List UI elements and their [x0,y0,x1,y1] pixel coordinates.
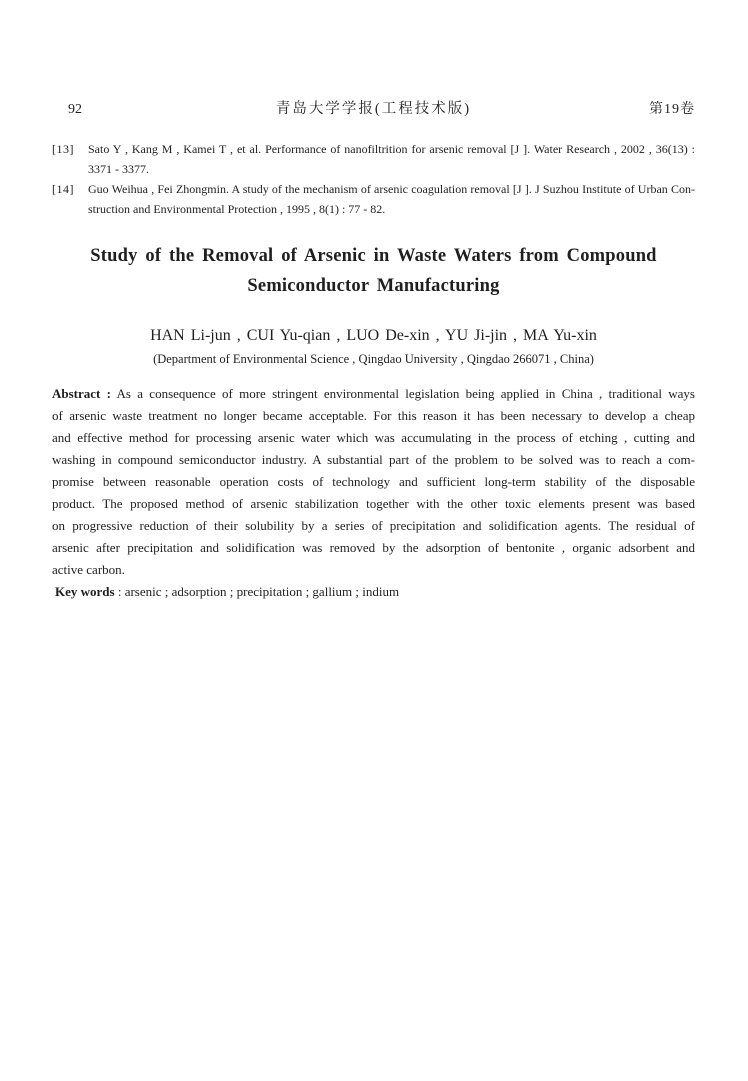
authors-line: HAN Li-jun , CUI Yu-qian , LUO De-xin , YU Ji-jin , MA Yu-xin [150,327,597,344]
reference-line: struction and Environmental Protection , 1995 , 8(1) : 77 - 82. [88,202,386,216]
reference-label: [14] [52,182,74,196]
page-header [52,97,695,118]
reference-item-13 [52,139,695,179]
abstract-line: promise between reasonable operation costs of technology and sufficient long-term stability of the disposable [52,474,695,489]
reference-line: Sato Y , Kang M , Kamei T , et al. Performance of nanofiltrition for arsenic removal [J ]. Water Research , 2002 , 36(13) : [88,142,695,156]
title-line: Study of the Removal of Arsenic in Waste Waters from Compound [90,246,657,266]
abstract-line: on progressive reduction of their solubility by a series of precipitation and solidification agents. The residual of [52,518,695,533]
reference-line: Guo Weihua , Fei Zhongmin. A study of the mechanism of arsenic coagulation removal [J ]. J Suzhou Institute of Urban Con- [88,182,695,196]
abstract-line: and effective method for processing arsenic water which was accumulating in the process of etching , cutting and [52,430,695,445]
page-number: 92 [68,102,82,117]
article-title [52,241,695,301]
keywords-line [52,581,695,603]
abstract-line: arsenic after precipitation and solidification was removed by the adsorption of bentonite , organic adsorbent and [52,540,695,555]
volume-number: 第19卷 [649,102,695,117]
references-list [52,139,695,219]
keywords-label: Key words [55,584,115,599]
abstract [52,383,695,581]
reference-line: 3371 - 3377. [88,162,149,176]
keywords-text: : arsenic ; adsorption ; precipitation ; gallium ; indium [114,584,400,599]
reference-label: [13] [52,142,74,156]
journal-title: 青岛大学学报(工程技术版) [275,101,472,117]
abstract-line: active carbon. [52,562,125,577]
abstract-line: of arsenic waste treatment no longer became acceptable. For this reason it has been necessary to develop a cheap [52,408,695,423]
abstract-line: product. The proposed method of arsenic stabilization together with the other toxic elements present was based [52,496,695,511]
abstract-text: As a consequence of more stringent environmental legislation being applied in China , traditional ways [116,386,695,401]
reference-body [88,179,695,219]
abstract-line: washing in compound semiconductor industry. A substantial part of the problem to be solved was to reach a com- [52,452,695,467]
abstract-label: Abstract : [52,386,111,401]
abstract-line [52,383,695,405]
reference-item-14 [52,179,695,219]
affiliation-line: (Department of Environmental Science , Qingdao University , Qingdao 266071 , China) [153,352,594,366]
reference-body [88,139,695,179]
title-line: Semiconductor Manufacturing [247,276,500,296]
